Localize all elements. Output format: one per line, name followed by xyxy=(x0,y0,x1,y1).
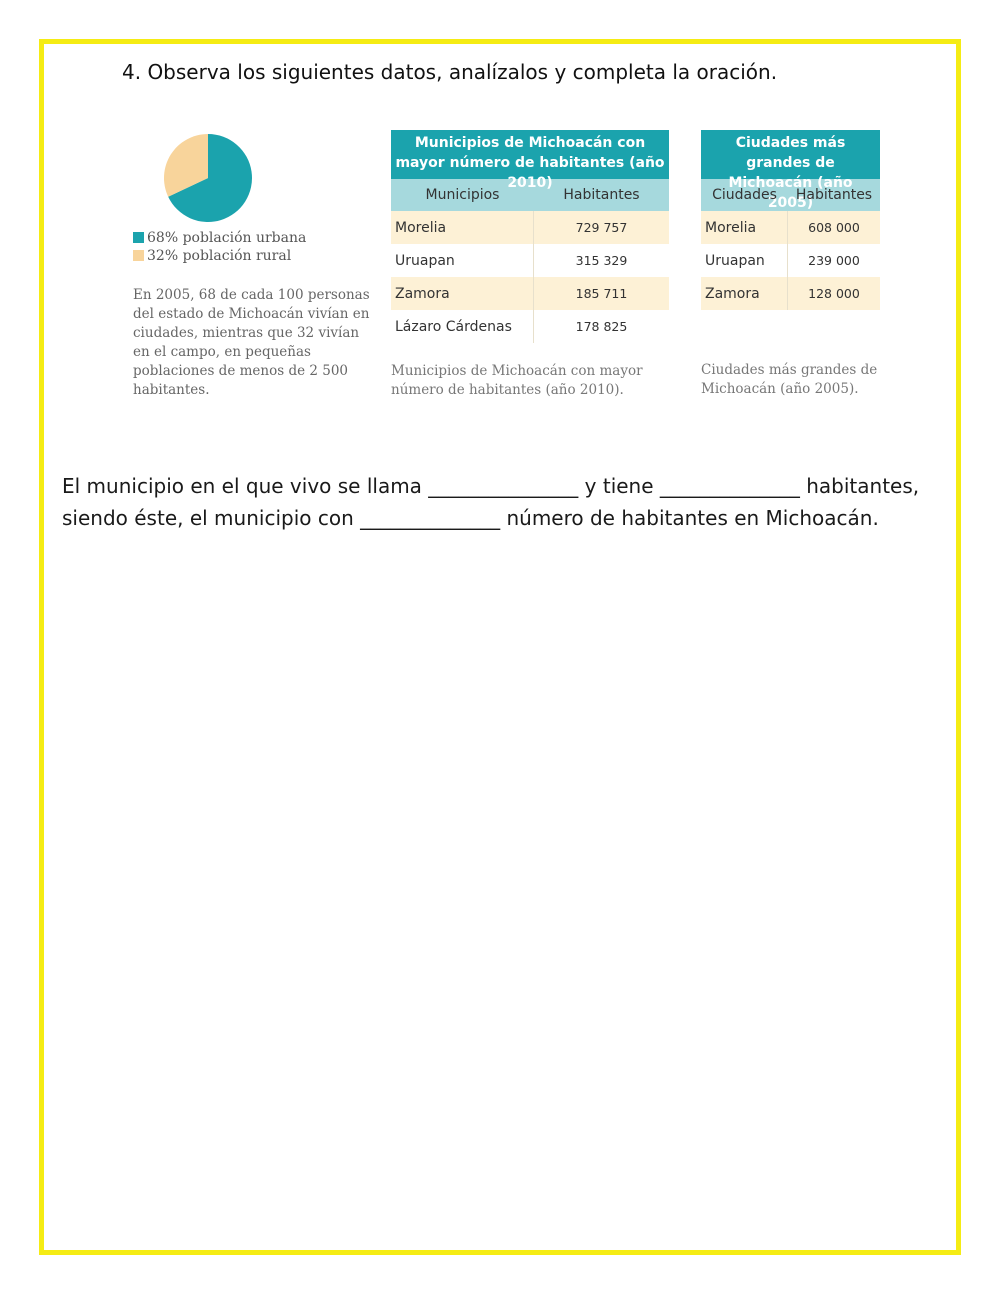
ciudad-value: 128 000 xyxy=(808,286,860,301)
legend-item-urban xyxy=(133,229,306,247)
legend-item-rural xyxy=(133,247,306,265)
habitantes-col-header: Habitantes xyxy=(563,187,640,203)
table-row xyxy=(391,310,669,343)
ciudades-col-header: Ciudades xyxy=(712,187,777,203)
municipio-name: Uruapan xyxy=(391,244,534,277)
pie-legend xyxy=(133,229,306,265)
municipio-name: Zamora xyxy=(391,277,534,310)
municipios-caption: Municipios de Michoacán con mayor número de habitantes (año 2010). xyxy=(391,363,643,398)
municipios-table-header xyxy=(391,179,669,211)
ciudad-value: 608 000 xyxy=(808,220,860,235)
ciudades-table-header xyxy=(701,179,880,211)
question-heading: 4. Observa los siguientes datos, analízalos y completa la oración. xyxy=(122,60,778,84)
table-row xyxy=(701,277,880,310)
table-row xyxy=(701,211,880,244)
population-note: En 2005, 68 de cada 100 personas del estado de Michoacán vivían en ciudades, mientras que 32 vivían en el campo, en pequeñas poblaciones de menos de 2 500 habitantes. xyxy=(133,287,370,398)
ciudad-name: Morelia xyxy=(701,211,788,244)
fill-in-sentence[interactable]: El municipio en el que vivo se llama _______________ y tiene ______________ habitantes, siendo éste, el municipio con ______________ número de habitantes en Michoacán. xyxy=(62,474,920,530)
ciudad-name: Zamora xyxy=(701,277,788,310)
table-row xyxy=(391,211,669,244)
table-row xyxy=(391,277,669,310)
ciudades-table-title: Ciudades más grandes de Michoacán (año 2005) xyxy=(701,130,880,179)
legend-swatch-rural xyxy=(133,250,144,261)
legend-label-urban: 68% población urbana xyxy=(147,230,307,246)
municipios-table-title: Municipios de Michoacán con mayor número de habitantes (año 2010) xyxy=(391,130,669,179)
ciudades-caption: Ciudades más grandes de Michoacán (año 2005). xyxy=(701,362,878,397)
population-pie-chart xyxy=(158,128,258,228)
table-row xyxy=(391,244,669,277)
table-row xyxy=(701,244,880,277)
municipio-value: 729 757 xyxy=(575,220,628,235)
municipio-value: 315 329 xyxy=(575,253,628,268)
ciudades-table xyxy=(701,130,880,310)
municipio-name: Lázaro Cárdenas xyxy=(391,310,534,343)
municipio-value: 178 825 xyxy=(575,319,628,334)
municipio-value: 185 711 xyxy=(575,286,628,301)
habitantes-col-header: Habitantes xyxy=(795,187,873,203)
legend-label-rural: 32% población rural xyxy=(147,248,292,264)
municipios-col-header: Municipios xyxy=(425,187,500,203)
municipios-table xyxy=(391,130,669,343)
legend-swatch-urban xyxy=(133,232,144,243)
ciudad-name: Uruapan xyxy=(701,244,788,277)
municipio-name: Morelia xyxy=(391,211,534,244)
ciudad-value: 239 000 xyxy=(808,253,860,268)
